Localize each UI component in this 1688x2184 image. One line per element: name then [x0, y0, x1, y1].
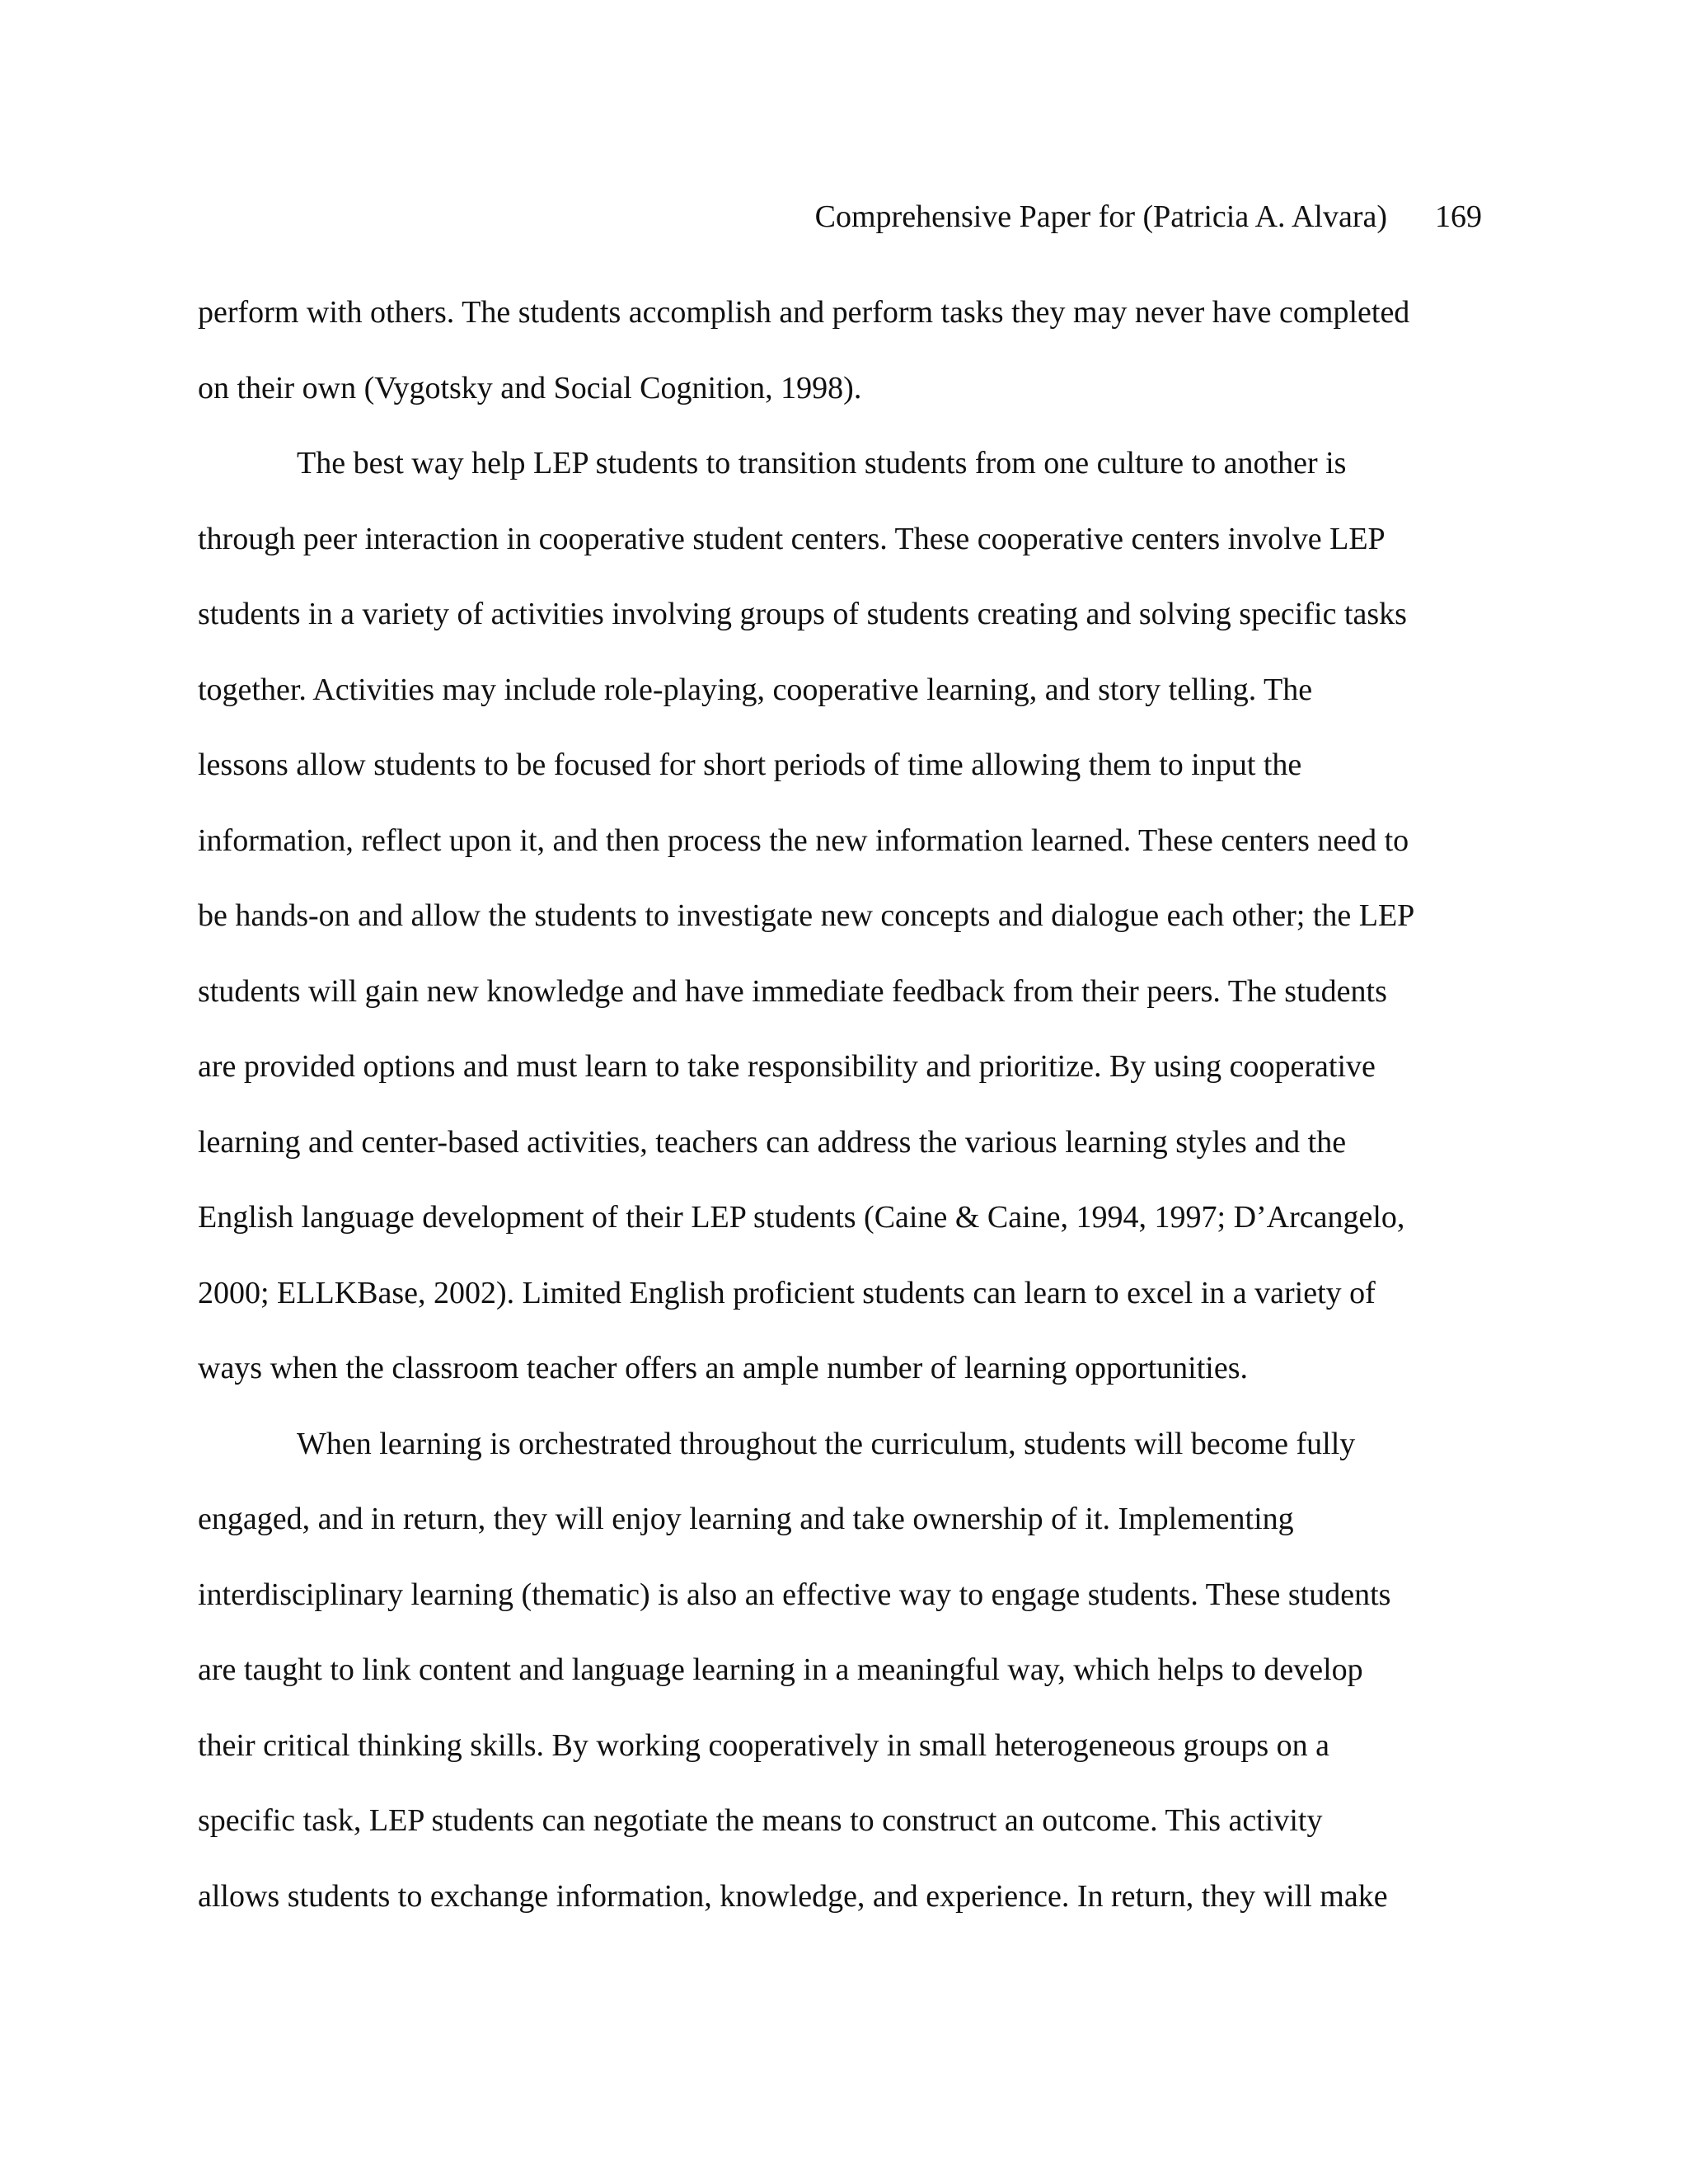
text-line: students in a variety of activities involving groups of students creating and solving specific tasks — [198, 597, 1407, 631]
page-number: 169 — [1435, 199, 1482, 234]
text-line: 2000; ELLKBase, 2002). Limited English proficient students can learn to excel in a variety of — [198, 1275, 1376, 1310]
body-text — [198, 293, 1500, 1952]
text-line: ways when the classroom teacher offers an ample number of learning opportunities. — [198, 1351, 1249, 1385]
text-line: be hands-on and allow the students to investigate new concepts and dialogue each other; the LEP — [198, 898, 1415, 933]
text-line: through peer interaction in cooperative student centers. These cooperative centers involve LEP — [198, 521, 1386, 556]
paragraph-first-line: The best way help LEP students to transition students from one culture to another is — [297, 446, 1347, 480]
text-line: information, reflect upon it, and then process the new information learned. These centers need to — [198, 823, 1409, 858]
text-line: students will gain new knowledge and have immediate feedback from their peers. The students — [198, 973, 1387, 1009]
text-line: interdisciplinary learning (thematic) is also an effective way to engage students. These students — [198, 1577, 1391, 1612]
paragraph-first-line: When learning is orchestrated throughout the curriculum, students will become fully — [297, 1426, 1356, 1461]
text-line: learning and center-based activities, teachers can address the various learning styles and the — [198, 1124, 1347, 1160]
text-line: specific task, LEP students can negotiate the means to construct an outcome. This activity — [198, 1803, 1323, 1838]
text-line: are taught to link content and language learning in a meaningful way, which helps to develop — [198, 1652, 1363, 1687]
text-line: lessons allow students to be focused for short periods of time allowing them to input the — [198, 748, 1302, 782]
text-line: engaged, and in return, they will enjoy learning and take ownership of it. Implementing — [198, 1502, 1294, 1536]
running-head-title: Comprehensive Paper for (Patricia A. Alvara) — [814, 199, 1387, 234]
text-line: English language development of their LEP students (Caine & Caine, 1994, 1997; D’Arcangelo, — [198, 1200, 1405, 1235]
text-line: perform with others. The students accomplish and perform tasks they may never have completed — [198, 295, 1410, 330]
text-line: their critical thinking skills. By working cooperatively in small heterogeneous groups on a — [198, 1727, 1329, 1763]
text-line: allows students to exchange information, knowledge, and experience. In return, they will make — [198, 1878, 1388, 1914]
text-line: on their own (Vygotsky and Social Cognition, 1998). — [198, 370, 862, 405]
running-head — [815, 198, 1482, 236]
text-line: are provided options and must learn to take responsibility and prioritize. By using cooperative — [198, 1049, 1376, 1084]
text-line: together. Activities may include role-playing, cooperative learning, and story telling. The — [198, 672, 1313, 707]
